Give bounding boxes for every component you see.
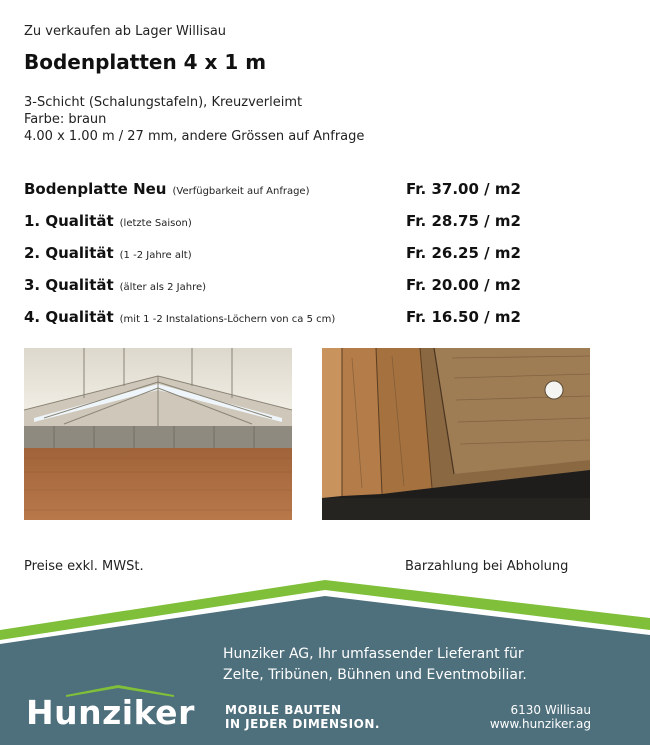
slogan-line: MOBILE BAUTEN <box>225 703 342 717</box>
price-row-quality-1 <box>24 212 584 244</box>
quality-name: Bodenplatte Neu <box>24 180 167 198</box>
quality-name: 4. Qualität <box>24 308 114 326</box>
company-address <box>490 703 591 731</box>
price-note-vat: Preise exkl. MWSt. <box>24 559 144 574</box>
slogan-line: IN JEDER DIMENSION. <box>225 717 380 731</box>
tent-hall-photo <box>24 348 292 520</box>
price-list <box>24 180 584 340</box>
hunziker-logo <box>24 683 202 735</box>
price-value: Fr. 16.50 / m2 <box>406 308 521 326</box>
quality-note: (mit 1 -2 Instalations-Löchern von ca 5 cm) <box>119 314 336 325</box>
price-row-new <box>24 180 584 212</box>
quality-name: 2. Qualität <box>24 244 114 262</box>
quality-name: 3. Qualität <box>24 276 114 294</box>
price-row-label <box>24 308 335 326</box>
price-row-quality-3 <box>24 276 584 308</box>
price-value: Fr. 28.75 / m2 <box>406 212 521 230</box>
price-value: Fr. 37.00 / m2 <box>406 180 521 198</box>
tagline-line: Hunziker AG, Ihr umfassender Lieferant für <box>223 646 524 662</box>
quality-note: (letzte Saison) <box>119 218 192 229</box>
price-row-label <box>24 212 192 230</box>
quality-note: (1 -2 Jahre alt) <box>119 250 192 261</box>
quality-note: (älter als 2 Jahre) <box>119 282 207 293</box>
price-row-label <box>24 180 309 198</box>
kicker-text: Zu verkaufen ab Lager Willisau <box>24 24 227 39</box>
price-value: Fr. 20.00 / m2 <box>406 276 521 294</box>
company-tagline <box>223 644 527 686</box>
price-row-quality-4 <box>24 308 584 340</box>
quality-name: 1. Qualität <box>24 212 114 230</box>
description-line: Farbe: braun <box>24 112 107 127</box>
description-line: 3-Schicht (Schalungstafeln), Kreuzverleimt <box>24 95 303 110</box>
page-title: Bodenplatten 4 x 1 m <box>24 50 267 74</box>
tagline-line: Zelte, Tribünen, Bühnen und Eventmobiliar. <box>223 667 527 683</box>
price-row-label <box>24 244 192 262</box>
website-link[interactable]: www.hunziker.ag <box>489 717 591 731</box>
price-row-quality-2 <box>24 244 584 276</box>
price-row-label <box>24 276 206 294</box>
price-value: Fr. 26.25 / m2 <box>406 244 521 262</box>
product-description <box>24 94 364 145</box>
address-city: 6130 Willisau <box>510 703 591 717</box>
wooden-boards-photo <box>322 348 590 520</box>
payment-note: Barzahlung bei Abholung <box>405 559 569 574</box>
quality-note: (Verfügbarkeit auf Anfrage) <box>172 186 310 197</box>
description-line: 4.00 x 1.00 m / 27 mm, andere Grössen auf Anfrage <box>24 129 365 144</box>
logo-wordmark: Hunziker <box>26 693 195 732</box>
company-slogan <box>225 703 380 731</box>
